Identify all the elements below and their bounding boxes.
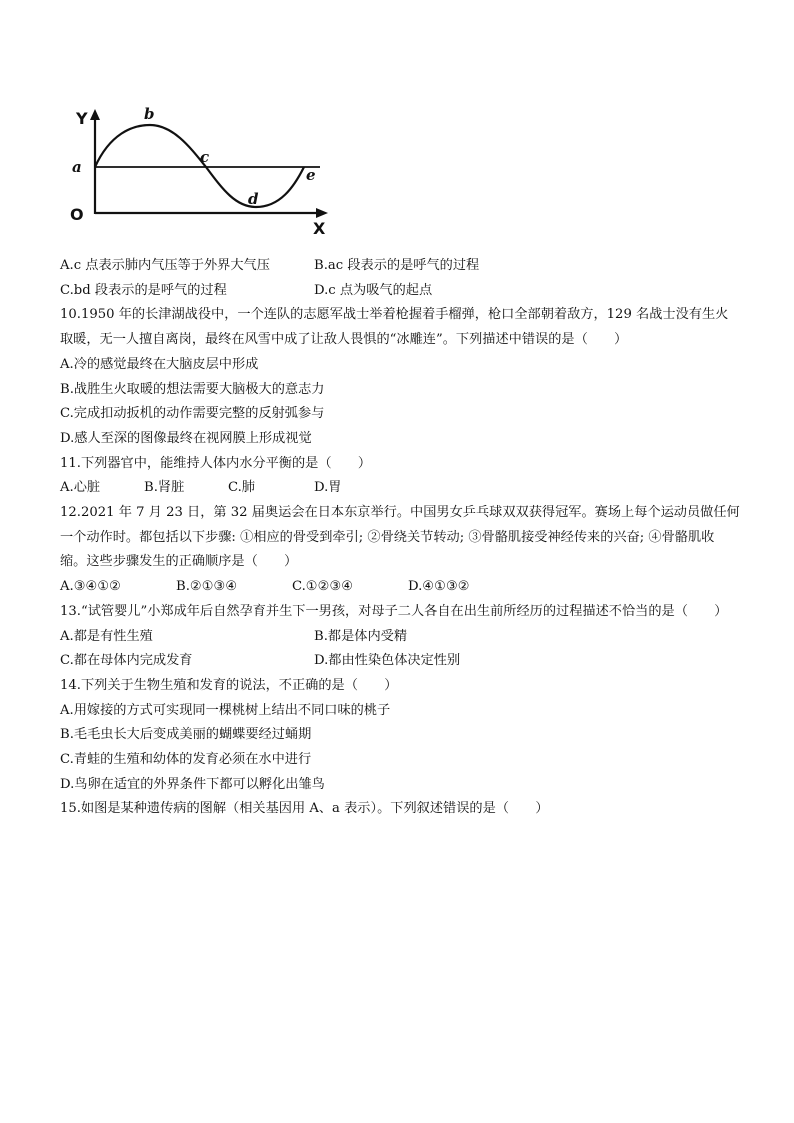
q9-option-c: C.bd 段表示的是呼气的过程	[60, 282, 227, 298]
pressure-curve-svg	[58, 92, 348, 242]
q13-options-row-2	[60, 649, 740, 674]
q12-option-d: D.④①③②	[408, 579, 470, 595]
q12-option-b: B.②①③④	[176, 579, 238, 595]
q14-option-c: C.青蛙的生殖和幼体的发育必须在水中进行	[60, 752, 312, 768]
x-axis-arrow	[316, 208, 328, 218]
point-e-label: e	[306, 166, 316, 184]
q14-option-d: D.鸟卵在适宜的外界条件下都可以孵化出雏鸟	[60, 776, 325, 792]
q12-options	[60, 575, 740, 600]
axis-x-label: X	[313, 219, 326, 238]
y-axis-arrow	[90, 109, 100, 120]
q15-stem: 15.如图是某种遗传病的图解（相关基因用 A、a 表示）。下列叙述错误的是（ ）	[60, 801, 549, 817]
q11-option-b: B.肾脏	[144, 480, 185, 496]
q14-stem: 14.下列关于生物生殖和发育的说法，不正确的是（ ）	[60, 677, 398, 693]
q10-option-c: C.完成扣动扳机的动作需要完整的反射弧参与	[60, 406, 325, 422]
axis-y-label: Y	[76, 109, 88, 128]
q14-option-a: A.用嫁接的方式可实现同一棵桃树上结出不同口味的桃子	[60, 702, 391, 718]
q11-option-c: C.肺	[228, 480, 255, 496]
q10-stem: 10.1950 年的长津湖战役中，一个连队的志愿军战士举着枪握着手榴弹，枪口全部朝着敌方，129 名战士没有生火取暖，无一人擅自离岗，最终在风雪中成了让敌人畏惧的“冰雕连”。下列描述中错误的是（ ）	[60, 307, 729, 348]
q11-option-d: D.胃	[314, 480, 342, 496]
q13-option-a: A.都是有性生殖	[60, 628, 153, 644]
q11-stem: 11.下列器官中，能维持人体内水分平衡的是（ ）	[60, 455, 372, 471]
q14-option-b: B.毛毛虫长大后变成美丽的蝴蝶要经过蛹期	[60, 727, 312, 743]
q9-options-row-2	[60, 279, 740, 304]
point-a-label: a	[72, 158, 82, 176]
pressure-curve	[95, 125, 304, 207]
point-b-label: b	[144, 105, 155, 123]
q9-option-d: D.c 点为吸气的起点	[314, 282, 433, 298]
point-d-label: d	[248, 190, 259, 208]
q12-option-a: A.③④①②	[60, 579, 122, 595]
q13-stem: 13.“试管婴儿”小郑成年后自然孕育并生下一男孩，对母子二人各自在出生前所经历的过程描述不恰当的是（ ）	[60, 603, 728, 619]
q11-options	[60, 476, 740, 501]
q13-option-d: D.都由性染色体决定性别	[314, 653, 461, 669]
q9-options-row-1	[60, 254, 740, 279]
origin-label: O	[70, 205, 84, 224]
q10-option-b: B.战胜生火取暖的想法需要大脑极大的意志力	[60, 381, 325, 397]
question-content	[60, 254, 740, 822]
q10-option-a: A.冷的感觉最终在大脑皮层中形成	[60, 356, 259, 372]
pressure-curve-figure	[58, 92, 348, 242]
q13-option-b: B.都是体内受精	[314, 628, 408, 644]
q10-option-d: D.感人至深的图像最终在视网膜上形成视觉	[60, 430, 312, 446]
q9-option-b: B.ac 段表示的是呼气的过程	[314, 258, 480, 273]
point-c-label: c	[200, 148, 210, 166]
q13-option-c: C.都在母体内完成发育	[60, 653, 193, 669]
q13-options-row-1	[60, 625, 740, 650]
q12-option-c: C.①②③④	[292, 579, 354, 595]
q9-option-a: A.c 点表示肺内气压等于外界大气压	[60, 258, 270, 273]
q12-stem: 12.2021 年 7 月 23 日，第 32 届奥运会在日本东京举行。中国男女乒乓球双双获得冠军。赛场上每个运动员做任何一个动作时。都包括以下步骤: ①相应的骨受到牵引; ②骨绕关节转动; ③骨骼肌接受神经传来的兴奋; ④骨骼肌收缩。这些步骤发生的正确顺序是（ ）	[60, 505, 740, 570]
q11-option-a: A.心脏	[60, 480, 101, 496]
